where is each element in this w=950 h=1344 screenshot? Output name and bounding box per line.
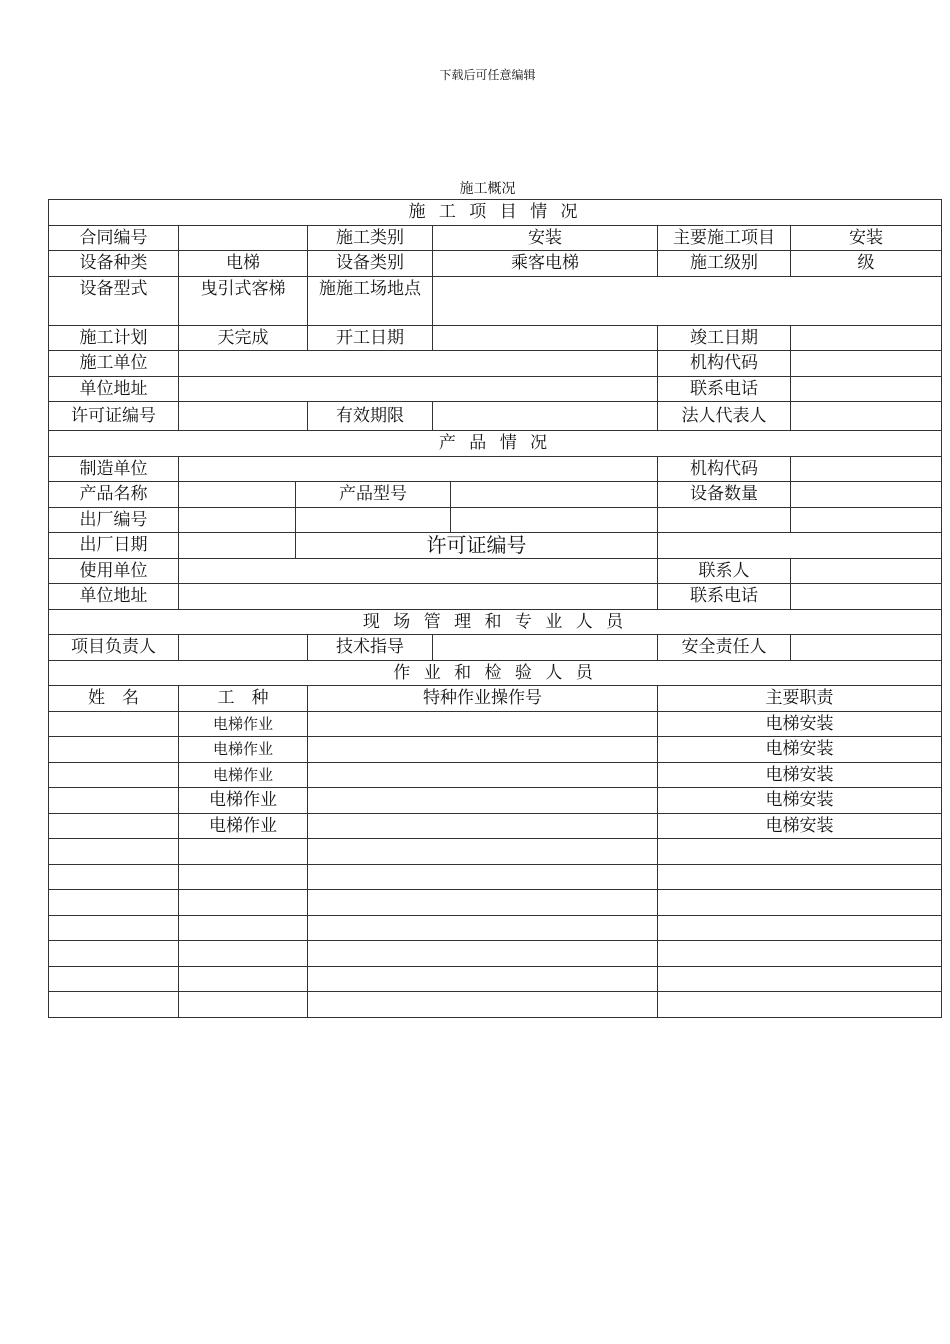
safety-label: 安全责任人 [658, 635, 791, 661]
section-title-row [49, 660, 942, 686]
worker-name-cell[interactable] [49, 762, 179, 788]
worker-trade-cell[interactable] [179, 992, 308, 1018]
worker-name-cell[interactable] [49, 966, 179, 992]
worker-duty-cell[interactable]: 电梯安装 [658, 788, 942, 814]
plan-field[interactable]: 天完成 [179, 325, 308, 351]
worker-cert-cell[interactable] [308, 839, 658, 865]
table-header-row [49, 686, 942, 712]
site-field[interactable] [433, 276, 942, 325]
table-row [49, 813, 942, 839]
worker-trade-cell[interactable]: 电梯作业 [179, 737, 308, 763]
address-label: 单位地址 [49, 376, 179, 402]
work-type-field[interactable]: 安装 [433, 225, 658, 251]
form-row [49, 507, 942, 533]
legal-rep-label: 法人代表人 [658, 402, 791, 431]
org-code-field[interactable] [791, 351, 942, 377]
org-code-label: 机构代码 [658, 351, 791, 377]
worker-trade-cell[interactable] [179, 839, 308, 865]
maker-org-code-field[interactable] [791, 456, 942, 482]
form-row [49, 276, 942, 325]
table-row [49, 839, 942, 865]
form-row [49, 251, 942, 277]
table-row [49, 864, 942, 890]
tech-label: 技术指导 [308, 635, 433, 661]
construction-overview-form [48, 199, 942, 1018]
form-row [49, 635, 942, 661]
address-field[interactable] [179, 376, 658, 402]
worker-trade-cell[interactable]: 电梯作业 [179, 788, 308, 814]
worker-cert-cell[interactable] [308, 788, 658, 814]
worker-duty-cell[interactable]: 电梯安装 [658, 813, 942, 839]
worker-rows [49, 711, 942, 1017]
maker-field[interactable] [179, 456, 658, 482]
table-row [49, 711, 942, 737]
equip-category-label: 设备类别 [308, 251, 433, 277]
table-row [49, 788, 942, 814]
user-unit-field[interactable] [179, 558, 658, 584]
start-date-label: 开工日期 [308, 325, 433, 351]
col-header-trade: 工 种 [179, 686, 308, 712]
work-type-label: 施工类别 [308, 225, 433, 251]
table-row [49, 890, 942, 916]
worker-name-cell[interactable] [49, 864, 179, 890]
worker-name-cell[interactable] [49, 992, 179, 1018]
form-row [49, 225, 942, 251]
table-row [49, 941, 942, 967]
serial-field[interactable] [179, 507, 296, 533]
maker-label: 制造单位 [49, 456, 179, 482]
product-name-field[interactable] [179, 482, 296, 508]
contract-no-field[interactable] [179, 225, 308, 251]
form-row [49, 533, 942, 559]
validity-label: 有效期限 [308, 402, 433, 431]
header-note: 下载后可任意编辑 [439, 68, 536, 82]
unit-field[interactable] [179, 351, 658, 377]
worker-cert-cell[interactable] [308, 992, 658, 1018]
serial-extra-field-4[interactable] [791, 507, 942, 533]
form-row [49, 482, 942, 508]
end-date-field[interactable] [791, 325, 942, 351]
table-row [49, 915, 942, 941]
worker-trade-cell[interactable]: 电梯作业 [179, 762, 308, 788]
form-row [49, 351, 942, 377]
user-unit-label: 使用单位 [49, 558, 179, 584]
product-license-label: 许可证编号 [296, 533, 658, 559]
equip-model-label: 设备型式 [49, 276, 179, 325]
section-title-workers: 作 业 和 检 验 人 员 [49, 660, 942, 686]
worker-duty-cell[interactable] [658, 992, 942, 1018]
serial-extra-field-3[interactable] [658, 507, 791, 533]
worker-trade-cell[interactable] [179, 941, 308, 967]
user-address-label: 单位地址 [49, 584, 179, 610]
worker-cert-cell[interactable] [308, 941, 658, 967]
equip-category-field[interactable]: 乘客电梯 [433, 251, 658, 277]
worker-trade-cell[interactable] [179, 890, 308, 916]
worker-duty-cell[interactable]: 电梯安装 [658, 762, 942, 788]
worker-name-cell[interactable] [49, 711, 179, 737]
worker-name-cell[interactable] [49, 915, 179, 941]
license-field[interactable] [179, 402, 308, 431]
worker-trade-cell[interactable] [179, 966, 308, 992]
legal-rep-field[interactable] [791, 402, 942, 431]
site-label: 施施工场地点 [308, 276, 433, 325]
section-title-row [49, 431, 942, 457]
worker-cert-cell[interactable] [308, 711, 658, 737]
worker-name-cell[interactable] [49, 890, 179, 916]
worker-trade-cell[interactable] [179, 864, 308, 890]
worker-cert-cell[interactable] [308, 864, 658, 890]
col-header-name: 姓 名 [49, 686, 179, 712]
form-row [49, 325, 942, 351]
worker-duty-cell[interactable] [658, 941, 942, 967]
col-header-duty: 主要职责 [658, 686, 942, 712]
form-row [49, 558, 942, 584]
tech-field[interactable] [433, 635, 658, 661]
phone-field[interactable] [791, 376, 942, 402]
end-date-label: 竣工日期 [658, 325, 791, 351]
table-row [49, 762, 942, 788]
quantity-field[interactable] [791, 482, 942, 508]
worker-name-cell[interactable] [49, 737, 179, 763]
product-name-label: 产品名称 [49, 482, 179, 508]
maker-org-code-label: 机构代码 [658, 456, 791, 482]
col-header-cert: 特种作业操作号 [308, 686, 658, 712]
equip-kind-field[interactable]: 电梯 [179, 251, 308, 277]
worker-cert-cell[interactable] [308, 737, 658, 763]
worker-cert-cell[interactable] [308, 915, 658, 941]
user-phone-field[interactable] [791, 584, 942, 610]
main-item-field[interactable]: 安装 [791, 225, 942, 251]
worker-cert-cell[interactable] [308, 966, 658, 992]
worker-cert-cell[interactable] [308, 813, 658, 839]
main-item-label: 主要施工项目 [658, 225, 791, 251]
pm-field[interactable] [179, 635, 308, 661]
serial-extra-field-2[interactable] [451, 507, 658, 533]
contact-field[interactable] [791, 558, 942, 584]
worker-name-cell[interactable] [49, 941, 179, 967]
form-row [49, 584, 942, 610]
document-title: 施工概况 [459, 181, 516, 197]
worker-cert-cell[interactable] [308, 762, 658, 788]
work-level-label: 施工级别 [658, 251, 791, 277]
date-field[interactable] [179, 533, 296, 559]
worker-duty-cell[interactable] [658, 915, 942, 941]
validity-field[interactable] [433, 402, 658, 431]
license-label: 许可证编号 [49, 402, 179, 431]
product-license-field[interactable] [658, 533, 942, 559]
quantity-label: 设备数量 [658, 482, 791, 508]
user-address-field[interactable] [179, 584, 658, 610]
start-date-field[interactable] [433, 325, 658, 351]
plan-label: 施工计划 [49, 325, 179, 351]
serial-extra-field[interactable] [296, 507, 451, 533]
section-title-row [49, 609, 942, 635]
table-row [49, 966, 942, 992]
worker-duty-cell[interactable] [658, 839, 942, 865]
worker-duty-cell[interactable]: 电梯安装 [658, 737, 942, 763]
worker-name-cell[interactable] [49, 839, 179, 865]
equip-model-field[interactable]: 曳引式客梯 [179, 276, 308, 325]
form-row [49, 456, 942, 482]
safety-field[interactable] [791, 635, 942, 661]
worker-name-cell[interactable] [49, 788, 179, 814]
form-row [49, 376, 942, 402]
product-model-label: 产品型号 [296, 482, 451, 508]
serial-label: 出厂编号 [49, 507, 179, 533]
contact-label: 联系人 [658, 558, 791, 584]
contract-no-label: 合同编号 [49, 225, 179, 251]
worker-name-cell[interactable] [49, 813, 179, 839]
worker-trade-cell[interactable] [179, 915, 308, 941]
section-title-row [49, 200, 942, 226]
unit-label: 施工单位 [49, 351, 179, 377]
worker-duty-cell[interactable] [658, 890, 942, 916]
worker-trade-cell[interactable]: 电梯作业 [179, 711, 308, 737]
form-row [49, 402, 942, 431]
equip-kind-label: 设备种类 [49, 251, 179, 277]
product-model-field[interactable] [451, 482, 658, 508]
work-level-field[interactable]: 级 [791, 251, 942, 277]
worker-duty-cell[interactable] [658, 864, 942, 890]
table-row [49, 992, 942, 1018]
section-title-project: 施 工 项 目 情 况 [49, 200, 942, 226]
phone-label: 联系电话 [658, 376, 791, 402]
worker-trade-cell[interactable]: 电梯作业 [179, 813, 308, 839]
worker-cert-cell[interactable] [308, 890, 658, 916]
date-label: 出厂日期 [49, 533, 179, 559]
section-title-management: 现 场 管 理 和 专 业 人 员 [49, 609, 942, 635]
worker-duty-cell[interactable] [658, 966, 942, 992]
pm-label: 项目负责人 [49, 635, 179, 661]
worker-duty-cell[interactable]: 电梯安装 [658, 711, 942, 737]
user-phone-label: 联系电话 [658, 584, 791, 610]
table-row [49, 737, 942, 763]
section-title-product: 产 品 情 况 [49, 431, 942, 457]
